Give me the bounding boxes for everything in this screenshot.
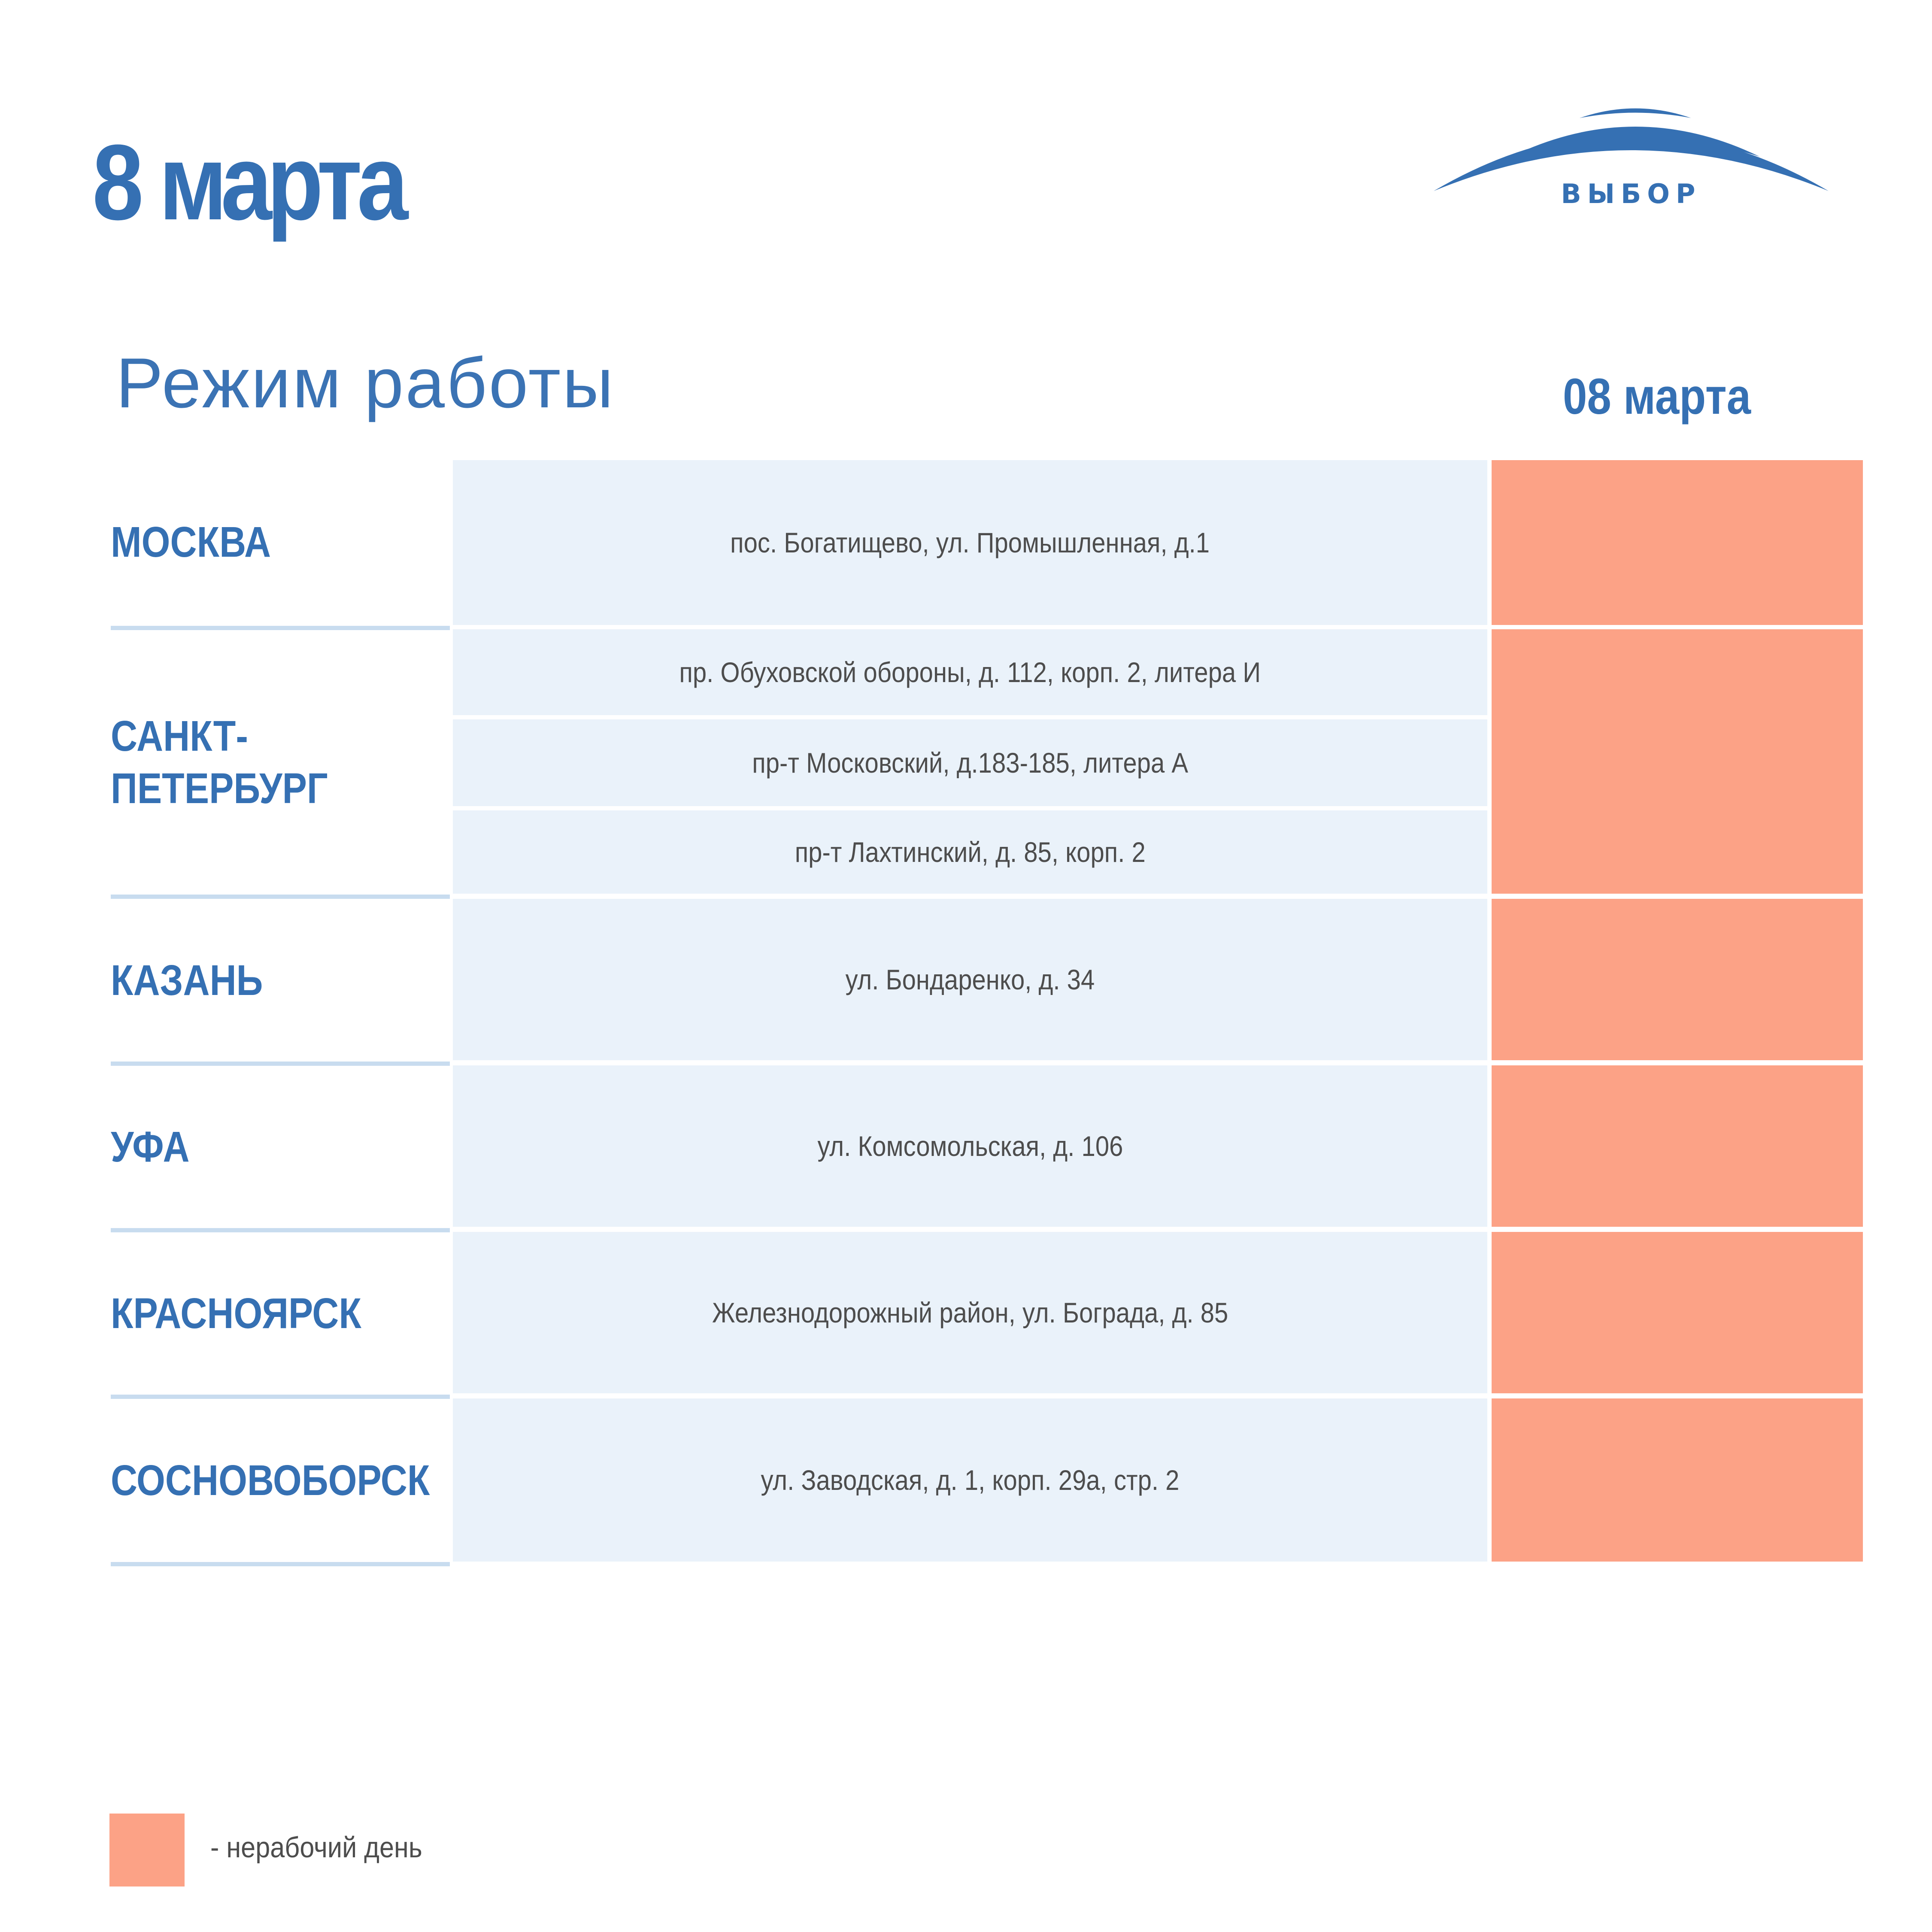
address-text: ул. Комсомольская, д. 106 — [817, 1130, 1123, 1162]
address-text: ул. Заводская, д. 1, корп. 29а, стр. 2 — [761, 1464, 1180, 1496]
city-name: МОСКВА — [111, 518, 271, 566]
city-name: СОСНОВОБОРСК — [111, 1456, 430, 1504]
city-name: САНКТ- ПЕТЕРБУРГ — [111, 712, 328, 813]
address-cell — [453, 899, 1487, 1060]
legend-swatch — [109, 1814, 185, 1887]
address-cell — [453, 1232, 1487, 1393]
address-text: Железнодорожный район, ул. Бограда, д. 85 — [712, 1297, 1228, 1328]
legend-label: - нерабочий день — [210, 1831, 422, 1864]
address-cell — [453, 1065, 1487, 1227]
status-cell-nonworking — [1492, 1232, 1863, 1393]
address-text: пр. Обуховской обороны, д. 112, корп. 2, литера И — [679, 656, 1261, 688]
city-row-krasnoyarsk — [111, 1232, 450, 1399]
address-text: пр-т Московский, д.183-185, литера А — [752, 747, 1188, 779]
status-cell-nonworking — [1492, 1398, 1863, 1562]
status-cell-nonworking — [1492, 899, 1863, 1060]
address-text: пр-т Лахтинский, д. 85, корп. 2 — [795, 836, 1146, 868]
date-column-header: 08 марта — [1562, 368, 1751, 425]
address-cell — [453, 810, 1487, 894]
address-cell — [453, 460, 1487, 625]
city-name: КАЗАНЬ — [111, 956, 263, 1004]
status-cell-nonworking — [1492, 1065, 1863, 1227]
address-cell — [453, 719, 1487, 806]
vybor-logo — [1434, 92, 1829, 217]
address-cell — [453, 1398, 1487, 1562]
address-text: пос. Богатищево, ул. Промышленная, д.1 — [730, 527, 1210, 558]
page-title: 8 марта — [92, 122, 403, 242]
logo-text: ВЫБОР — [1561, 178, 1701, 209]
city-row-moscow — [111, 458, 450, 630]
status-cell-nonworking — [1492, 460, 1863, 625]
address-cell — [453, 629, 1487, 715]
city-name: УФА — [111, 1123, 190, 1171]
city-name: КРАСНОЯРСК — [111, 1289, 361, 1338]
city-row-kazan — [111, 899, 450, 1066]
address-text: ул. Бондаренко, д. 34 — [845, 964, 1095, 995]
schedule-heading: Режим работы — [116, 343, 615, 422]
city-row-ufa — [111, 1066, 450, 1232]
status-cell-nonworking — [1492, 629, 1863, 894]
city-row-sosnovoborsk — [111, 1399, 450, 1566]
city-row-spb — [111, 630, 450, 899]
